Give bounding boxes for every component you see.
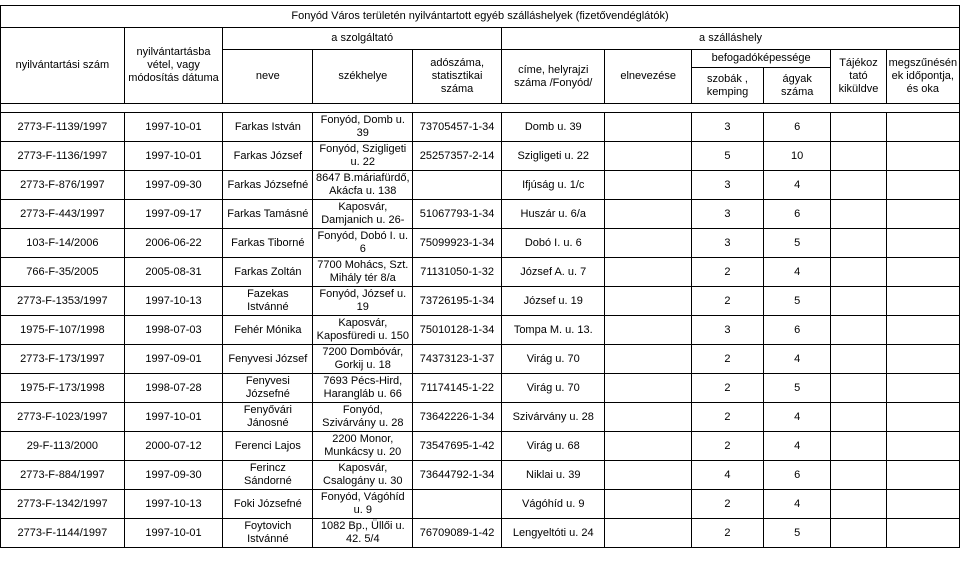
rooms-cell: 2: [691, 374, 763, 403]
reg-date-cell: 1997-10-01: [124, 142, 223, 171]
reg-number-cell: 2773-F-1136/1997: [1, 142, 125, 171]
info-sent-cell: [831, 200, 886, 229]
acc-name-cell: [605, 229, 692, 258]
info-sent-cell: [831, 171, 886, 200]
table-body: [1, 104, 960, 548]
reg-number-cell: 2773-F-884/1997: [1, 461, 125, 490]
rooms-cell: 2: [691, 403, 763, 432]
termination-cell: [886, 345, 959, 374]
rooms-cell: 3: [691, 229, 763, 258]
provider-name-cell: Foytovich Istvánné: [223, 519, 313, 548]
termination-cell: [886, 374, 959, 403]
beds-cell: 4: [764, 171, 831, 200]
header-reg-date: nyilvántartásba vétel, vagy módosítás dátuma: [124, 28, 223, 104]
tax-number-cell: 51067793-1-34: [413, 200, 502, 229]
provider-name-cell: Fenyvesi József: [223, 345, 313, 374]
info-sent-cell: [831, 287, 886, 316]
header-accommodation-group: a szálláshely: [502, 28, 960, 50]
provider-name-cell: Farkas Tiborné: [223, 229, 313, 258]
rooms-cell: 3: [691, 316, 763, 345]
info-sent-cell: [831, 403, 886, 432]
termination-cell: [886, 403, 959, 432]
address-cell: Virág u. 70: [502, 374, 605, 403]
rooms-cell: 3: [691, 171, 763, 200]
reg-number-cell: 103-F-14/2006: [1, 229, 125, 258]
tax-number-cell: 73726195-1-34: [413, 287, 502, 316]
provider-name-cell: Farkas István: [223, 113, 313, 142]
table-row: [1, 519, 960, 548]
termination-cell: [886, 432, 959, 461]
tax-number-cell: 71174145-1-22: [413, 374, 502, 403]
beds-cell: 6: [764, 200, 831, 229]
provider-seat-cell: Kaposvár, Damjanich u. 26-: [313, 200, 413, 229]
beds-cell: 4: [764, 403, 831, 432]
provider-name-cell: Farkas Tamásné: [223, 200, 313, 229]
address-cell: Ifjúság u. 1/c: [502, 171, 605, 200]
reg-number-cell: 2773-F-876/1997: [1, 171, 125, 200]
reg-date-cell: 2000-07-12: [124, 432, 223, 461]
table-row: [1, 461, 960, 490]
provider-seat-cell: Fonyód, Szivárvány u. 28: [313, 403, 413, 432]
reg-date-cell: 1997-10-13: [124, 490, 223, 519]
tax-number-cell: 75010128-1-34: [413, 316, 502, 345]
address-cell: Niklai u. 39: [502, 461, 605, 490]
header-capacity-group: befogadóképessége: [691, 50, 830, 68]
rooms-cell: 4: [691, 461, 763, 490]
provider-seat-cell: 7700 Mohács, Szt. Mihály tér 8/a: [313, 258, 413, 287]
provider-name-cell: Fazekas Istvánné: [223, 287, 313, 316]
beds-cell: 5: [764, 287, 831, 316]
acc-name-cell: [605, 432, 692, 461]
address-cell: Virág u. 68: [502, 432, 605, 461]
acc-name-cell: [605, 490, 692, 519]
acc-name-cell: [605, 403, 692, 432]
table-title: Fonyód Város területén nyilvántartott egyéb szálláshelyek (fizetővendéglátók): [1, 6, 960, 28]
acc-name-cell: [605, 374, 692, 403]
beds-cell: 6: [764, 461, 831, 490]
rooms-cell: 2: [691, 490, 763, 519]
address-cell: Szivárvány u. 28: [502, 403, 605, 432]
termination-cell: [886, 200, 959, 229]
provider-seat-cell: 7200 Dombóvár, Gorkij u. 18: [313, 345, 413, 374]
rooms-cell: 2: [691, 519, 763, 548]
beds-cell: 5: [764, 374, 831, 403]
tax-number-cell: 74373123-1-37: [413, 345, 502, 374]
reg-date-cell: 1997-09-01: [124, 345, 223, 374]
reg-date-cell: 1997-09-30: [124, 171, 223, 200]
tax-number-cell: 75099923-1-34: [413, 229, 502, 258]
reg-number-cell: 766-F-35/2005: [1, 258, 125, 287]
reg-number-cell: 2773-F-1139/1997: [1, 113, 125, 142]
provider-name-cell: Farkas Zoltán: [223, 258, 313, 287]
info-sent-cell: [831, 374, 886, 403]
provider-seat-cell: Fonyód, Vágóhíd u. 9: [313, 490, 413, 519]
acc-name-cell: [605, 113, 692, 142]
table-row: [1, 287, 960, 316]
provider-name-cell: Foki Józsefné: [223, 490, 313, 519]
tax-number-cell: 73705457-1-34: [413, 113, 502, 142]
header-beds: ágyak száma: [764, 68, 831, 104]
header-seat: székhelye: [313, 50, 413, 104]
header-acc-name: elnevezése: [605, 50, 692, 104]
reg-number-cell: 2773-F-1144/1997: [1, 519, 125, 548]
reg-date-cell: 1997-09-30: [124, 461, 223, 490]
header-address: címe, helyrajzi száma /Fonyód/: [502, 50, 605, 104]
acc-name-cell: [605, 200, 692, 229]
reg-number-cell: 2773-F-1353/1997: [1, 287, 125, 316]
tax-number-cell: [413, 490, 502, 519]
reg-date-cell: 2005-08-31: [124, 258, 223, 287]
info-sent-cell: [831, 229, 886, 258]
beds-cell: 4: [764, 490, 831, 519]
tax-number-cell: 73644792-1-34: [413, 461, 502, 490]
beds-cell: 5: [764, 519, 831, 548]
beds-cell: 4: [764, 345, 831, 374]
table-row: [1, 403, 960, 432]
provider-seat-cell: 8647 B.máriafürdő, Akácfa u. 138: [313, 171, 413, 200]
provider-name-cell: Ferincz Sándorné: [223, 461, 313, 490]
rooms-cell: 2: [691, 287, 763, 316]
reg-number-cell: 2773-F-1023/1997: [1, 403, 125, 432]
table-row: [1, 229, 960, 258]
spacer-row: [1, 104, 960, 113]
termination-cell: [886, 258, 959, 287]
acc-name-cell: [605, 287, 692, 316]
header-provider-group: a szolgáltató: [223, 28, 502, 50]
registry-table: [0, 5, 960, 548]
address-cell: József A. u. 7: [502, 258, 605, 287]
rooms-cell: 2: [691, 432, 763, 461]
info-sent-cell: [831, 113, 886, 142]
tax-number-cell: 25257357-2-14: [413, 142, 502, 171]
rooms-cell: 2: [691, 345, 763, 374]
info-sent-cell: [831, 345, 886, 374]
table-row: [1, 490, 960, 519]
table-row: [1, 316, 960, 345]
termination-cell: [886, 113, 959, 142]
table-row: [1, 171, 960, 200]
table-row: [1, 374, 960, 403]
provider-name-cell: Farkas Józsefné: [223, 171, 313, 200]
reg-date-cell: 1997-09-17: [124, 200, 223, 229]
tax-number-cell: [413, 171, 502, 200]
termination-cell: [886, 519, 959, 548]
termination-cell: [886, 142, 959, 171]
reg-date-cell: 1997-10-01: [124, 519, 223, 548]
reg-number-cell: 2773-F-173/1997: [1, 345, 125, 374]
acc-name-cell: [605, 316, 692, 345]
address-cell: Lengyeltóti u. 24: [502, 519, 605, 548]
termination-cell: [886, 490, 959, 519]
address-cell: Tompa M. u. 13.: [502, 316, 605, 345]
table-row: [1, 345, 960, 374]
beds-cell: 4: [764, 258, 831, 287]
rooms-cell: 5: [691, 142, 763, 171]
reg-number-cell: 1975-F-173/1998: [1, 374, 125, 403]
reg-date-cell: 1997-10-01: [124, 113, 223, 142]
acc-name-cell: [605, 171, 692, 200]
provider-seat-cell: Kaposvár, Csalogány u. 30: [313, 461, 413, 490]
tax-number-cell: 73547695-1-42: [413, 432, 502, 461]
reg-number-cell: 2773-F-1342/1997: [1, 490, 125, 519]
address-cell: Dobó I. u. 6: [502, 229, 605, 258]
info-sent-cell: [831, 316, 886, 345]
reg-number-cell: 29-F-113/2000: [1, 432, 125, 461]
acc-name-cell: [605, 345, 692, 374]
provider-seat-cell: 2200 Monor, Munkácsy u. 20: [313, 432, 413, 461]
reg-date-cell: 2006-06-22: [124, 229, 223, 258]
provider-seat-cell: Fonyód, Domb u. 39: [313, 113, 413, 142]
provider-seat-cell: Fonyód, Dobó I. u. 6: [313, 229, 413, 258]
provider-seat-cell: Fonyód, József u. 19: [313, 287, 413, 316]
header-tax-number: adószáma, statisztikai száma: [413, 50, 502, 104]
provider-seat-cell: 1082 Bp., Üllői u. 42. 5/4: [313, 519, 413, 548]
provider-name-cell: Farkas József: [223, 142, 313, 171]
provider-seat-cell: Kaposvár, Kaposfüredi u. 150: [313, 316, 413, 345]
provider-seat-cell: Fonyód, Szigligeti u. 22: [313, 142, 413, 171]
tax-number-cell: 76709089-1-42: [413, 519, 502, 548]
address-cell: Vágóhíd u. 9: [502, 490, 605, 519]
info-sent-cell: [831, 490, 886, 519]
address-cell: József u. 19: [502, 287, 605, 316]
rooms-cell: 2: [691, 258, 763, 287]
provider-seat-cell: 7693 Pécs-Hird, Harangláb u. 66: [313, 374, 413, 403]
header-rooms: szobák , kemping: [691, 68, 763, 104]
termination-cell: [886, 461, 959, 490]
table-row: [1, 142, 960, 171]
address-cell: Domb u. 39: [502, 113, 605, 142]
acc-name-cell: [605, 142, 692, 171]
info-sent-cell: [831, 519, 886, 548]
provider-name-cell: Ferenci Lajos: [223, 432, 313, 461]
reg-date-cell: 1998-07-28: [124, 374, 223, 403]
acc-name-cell: [605, 519, 692, 548]
table-row: [1, 113, 960, 142]
acc-name-cell: [605, 461, 692, 490]
info-sent-cell: [831, 142, 886, 171]
reg-number-cell: 2773-F-443/1997: [1, 200, 125, 229]
rooms-cell: 3: [691, 200, 763, 229]
reg-date-cell: 1997-10-01: [124, 403, 223, 432]
table-row: [1, 432, 960, 461]
beds-cell: 6: [764, 316, 831, 345]
rooms-cell: 3: [691, 113, 763, 142]
termination-cell: [886, 171, 959, 200]
termination-cell: [886, 229, 959, 258]
tax-number-cell: 71131050-1-32: [413, 258, 502, 287]
acc-name-cell: [605, 258, 692, 287]
info-sent-cell: [831, 461, 886, 490]
info-sent-cell: [831, 432, 886, 461]
address-cell: Virág u. 70: [502, 345, 605, 374]
beds-cell: 4: [764, 432, 831, 461]
table-row: [1, 200, 960, 229]
header-termination: megszűnésén ek időpontja, és oka: [886, 50, 959, 104]
reg-number-cell: 1975-F-107/1998: [1, 316, 125, 345]
provider-name-cell: Fenyvesi Józsefné: [223, 374, 313, 403]
info-sent-cell: [831, 258, 886, 287]
provider-name-cell: Fehér Mónika: [223, 316, 313, 345]
beds-cell: 10: [764, 142, 831, 171]
table-row: [1, 258, 960, 287]
header-reg-number: nyilvántartási szám: [1, 28, 125, 104]
reg-date-cell: 1997-10-13: [124, 287, 223, 316]
beds-cell: 6: [764, 113, 831, 142]
beds-cell: 5: [764, 229, 831, 258]
address-cell: Huszár u. 6/a: [502, 200, 605, 229]
termination-cell: [886, 316, 959, 345]
provider-name-cell: Fenyővári Jánosné: [223, 403, 313, 432]
address-cell: Szigligeti u. 22: [502, 142, 605, 171]
header-info-sent: Tájékoz tató kiküldve: [831, 50, 886, 104]
termination-cell: [886, 287, 959, 316]
tax-number-cell: 73642226-1-34: [413, 403, 502, 432]
header-name: neve: [223, 50, 313, 104]
reg-date-cell: 1998-07-03: [124, 316, 223, 345]
